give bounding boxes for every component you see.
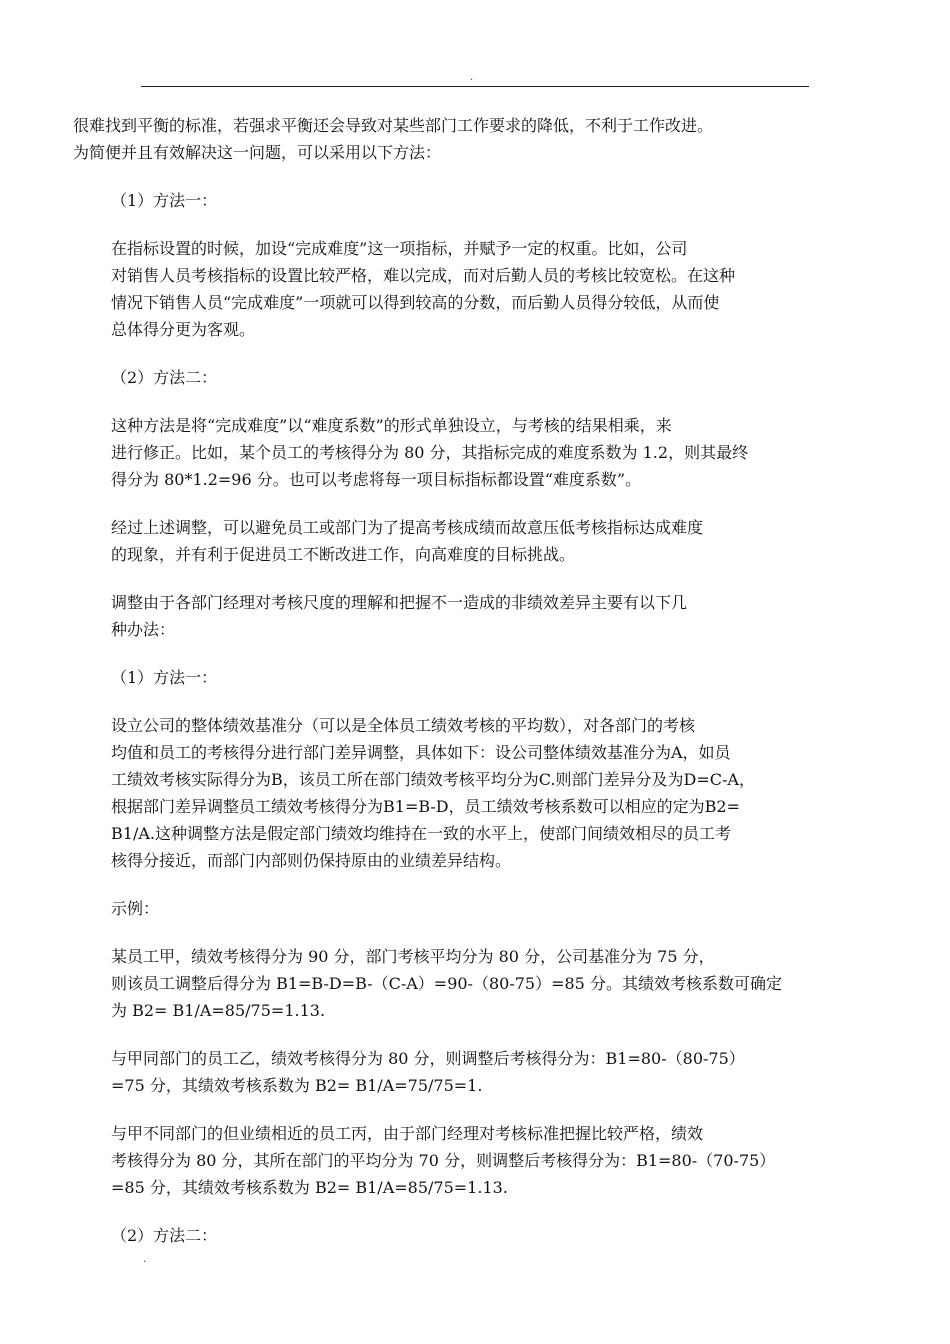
paragraph [73, 235, 833, 343]
text-line: 示例： [111, 899, 160, 918]
text-line: （1）方法一： [111, 191, 218, 210]
text-line: 均值和员工的考核得分进行部门差异调整，具体如下：设公司整体绩效基准分为A，如员 [111, 743, 731, 762]
text-line: 为 B2= B1/A=85/75=1.13. [111, 1001, 326, 1020]
text-line: 对销售人员考核指标的设置比较严格，难以完成，而对后勤人员的考核比较宽松。在这种 [111, 266, 736, 285]
text-line: 设立公司的整体绩效基准分（可以是全体员工绩效考核的平均数），对各部门的考核 [111, 716, 696, 735]
text-line: 调整由于各部门经理对考核尺度的理解和把握不一造成的非绩效差异主要有以下几 [111, 593, 688, 612]
text-line: 核得分接近，而部门内部则仍保持原由的业绩差异结构。 [111, 851, 512, 870]
text-line: 种办法： [111, 620, 176, 639]
footer-mark: . [143, 1254, 147, 1265]
text-line: 情况下销售人员“完成难度”一项就可以得到较高的分数，而后勤人员得分较低，从而使 [111, 293, 720, 312]
paragraph [73, 1045, 833, 1099]
text-line: 得分为 80*1.2=96 分。也可以考虑将每一项目标指标都设置“难度系数”。 [111, 470, 642, 489]
text-line: 则该员工调整后得分为 B1=B-D=B-（C-A）=90-（80-75）=85 分。其绩效考核系数可确定 [111, 974, 782, 993]
paragraph [73, 589, 833, 643]
document-body [73, 112, 833, 1270]
text-line: 在指标设置的时候，加设“完成难度”这一项指标，并赋予一定的权重。比如，公司 [111, 239, 688, 258]
paragraph [73, 943, 833, 1024]
paragraph [73, 412, 833, 493]
text-line: B1/A.这种调整方法是假定部门绩效均维持在一致的水平上，使部门间绩效相尽的员工考 [111, 824, 731, 843]
text-line: 根据部门差异调整员工绩效考核得分为B1=B-D，员工绩效考核系数可以相应的定为B2= [111, 797, 740, 816]
section-heading [73, 1222, 833, 1249]
text-line: 很难找到平衡的标准，若强求平衡还会导致对某些部门工作要求的降低，不利于工作改进。 [73, 116, 714, 135]
paragraph [73, 514, 833, 568]
text-line: （2）方法二： [111, 368, 218, 387]
text-line: （2）方法二： [111, 1226, 218, 1245]
paragraph [73, 712, 833, 874]
text-line: 为简便并且有效解决这一问题，可以采用以下方法： [73, 143, 442, 162]
header-rule [141, 86, 809, 87]
text-line: 与甲不同部门的但业绩相近的员工丙，由于部门经理对考核标准把握比较严格，绩效 [111, 1124, 704, 1143]
header-mark: . [470, 72, 474, 83]
section-heading [73, 187, 833, 214]
text-line: 工绩效考核实际得分为B，该员工所在部门绩效考核平均分为C.则部门差异分及为D=C-A， [111, 770, 755, 789]
text-line: 经过上述调整，可以避免员工或部门为了提高考核成绩而故意压低考核指标达成难度 [111, 518, 704, 537]
text-line: 与甲同部门的员工乙，绩效考核得分为 80 分，则调整后考核得分为：B1=80-（80-75） [111, 1049, 745, 1068]
text-line: 考核得分为 80 分，其所在部门的平均分为 70 分，则调整后考核得分为：B1=80-（70-75） [111, 1151, 776, 1170]
section-heading [73, 364, 833, 391]
text-line: 的现象，并有利于促进员工不断改进工作，向高难度的目标挑战。 [111, 545, 576, 564]
paragraph [73, 112, 833, 166]
paragraph [73, 1120, 833, 1201]
text-line: 总体得分更为客观。 [111, 320, 256, 339]
section-heading [73, 664, 833, 691]
text-line: 进行修正。比如，某个员工的考核得分为 80 分，其指标完成的难度系数为 1.2，则其最终 [111, 443, 749, 462]
text-line: 这种方法是将“完成难度”以“难度系数”的形式单独设立，与考核的结果相乘，来 [111, 416, 672, 435]
paragraph [73, 895, 833, 922]
text-line: =85 分，其绩效考核系数为 B2= B1/A=85/75=1.13. [111, 1178, 508, 1197]
text-line: 某员工甲，绩效考核得分为 90 分，部门考核平均分为 80 分，公司基准分为 75 分， [111, 947, 715, 966]
text-line: （1）方法一： [111, 668, 218, 687]
text-line: =75 分，其绩效考核系数为 B2= B1/A=75/75=1. [111, 1076, 483, 1095]
